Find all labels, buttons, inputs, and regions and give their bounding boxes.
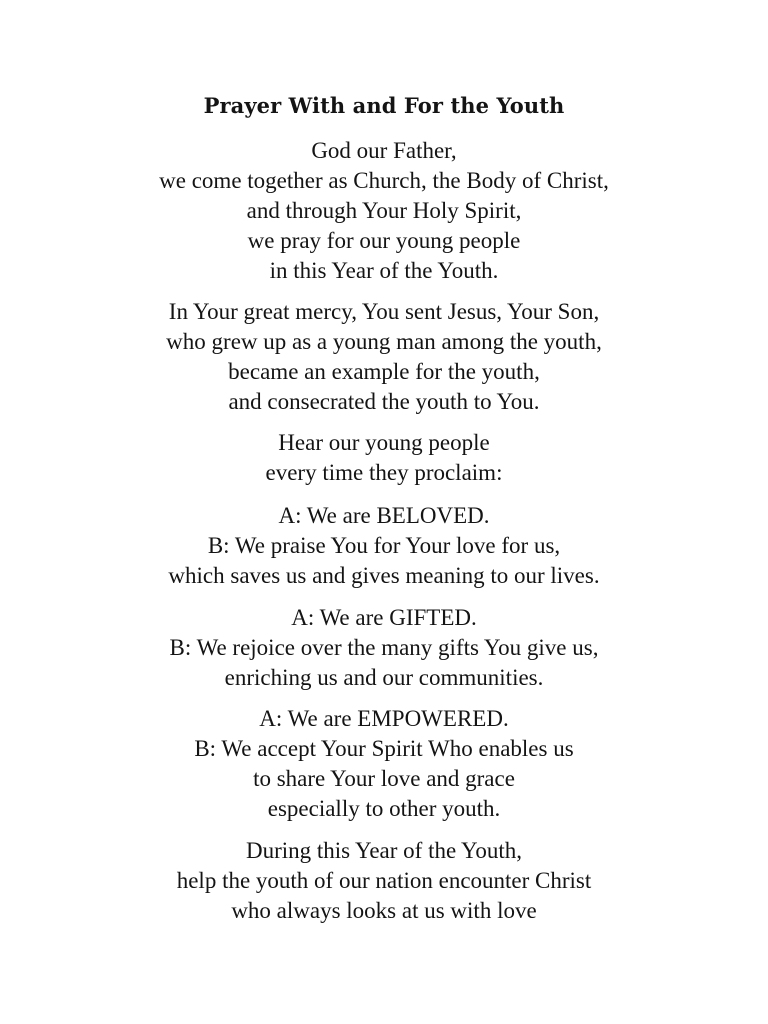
stanza-line: in this Year of the Youth. <box>269 258 499 283</box>
stanza-1 <box>0 136 768 286</box>
stanza-line: B: We accept Your Spirit Who enables us <box>194 736 574 761</box>
stanza-line: In Your great mercy, You sent Jesus, Your Son, <box>168 299 600 324</box>
stanza-line: and consecrated the youth to You. <box>228 389 540 414</box>
stanza-line: and through Your Holy Spirit, <box>246 198 522 223</box>
stanza-line: who grew up as a young man among the youth, <box>166 329 602 354</box>
stanza-line: became an example for the youth, <box>228 359 540 384</box>
stanza-line: B: We praise You for Your love for us, <box>207 533 561 558</box>
stanza-line: to share Your love and grace <box>253 766 515 791</box>
stanza-line: every time they proclaim: <box>265 460 503 485</box>
stanza-3 <box>0 428 768 488</box>
stanza-4 <box>0 501 768 591</box>
stanza-line: which saves us and gives meaning to our lives. <box>168 563 600 588</box>
stanza-line: B: We rejoice over the many gifts You give us, <box>169 635 599 660</box>
stanza-line: Hear our young people <box>278 430 490 455</box>
stanza-line: we come together as Church, the Body of Christ, <box>159 168 609 193</box>
stanza-5 <box>0 603 768 693</box>
stanza-line: enriching us and our communities. <box>224 665 544 690</box>
stanza-line: A: We are BELOVED. <box>278 503 490 528</box>
stanza-line: During this Year of the Youth, <box>245 838 523 863</box>
stanza-line: especially to other youth. <box>267 796 501 821</box>
stanza-7 <box>0 836 768 926</box>
stanza-line: we pray for our young people <box>247 228 521 253</box>
stanza-line: help the youth of our nation encounter Christ <box>176 868 592 893</box>
page-title: Prayer With and For the Youth <box>203 93 565 118</box>
stanza-6 <box>0 704 768 824</box>
stanza-line: A: We are EMPOWERED. <box>259 706 509 731</box>
stanza-line: God our Father, <box>311 138 457 163</box>
stanza-2 <box>0 297 768 417</box>
stanza-line: who always looks at us with love <box>231 898 537 923</box>
stanza-line: A: We are GIFTED. <box>291 605 477 630</box>
